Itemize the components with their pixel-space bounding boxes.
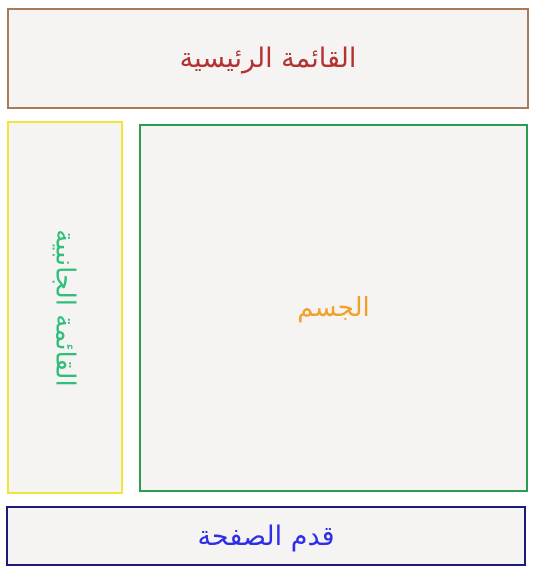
- sidebar-label: القائمة الجانبية: [50, 228, 81, 387]
- header-box: [7, 8, 529, 109]
- main-body-box: [139, 124, 528, 492]
- header-label: القائمة الرئيسية: [179, 43, 357, 74]
- footer-box: [6, 506, 526, 566]
- footer-label: قدم الصفحة: [197, 520, 335, 552]
- main-body-label: الجسم: [297, 293, 370, 323]
- sidebar-box: [7, 121, 123, 494]
